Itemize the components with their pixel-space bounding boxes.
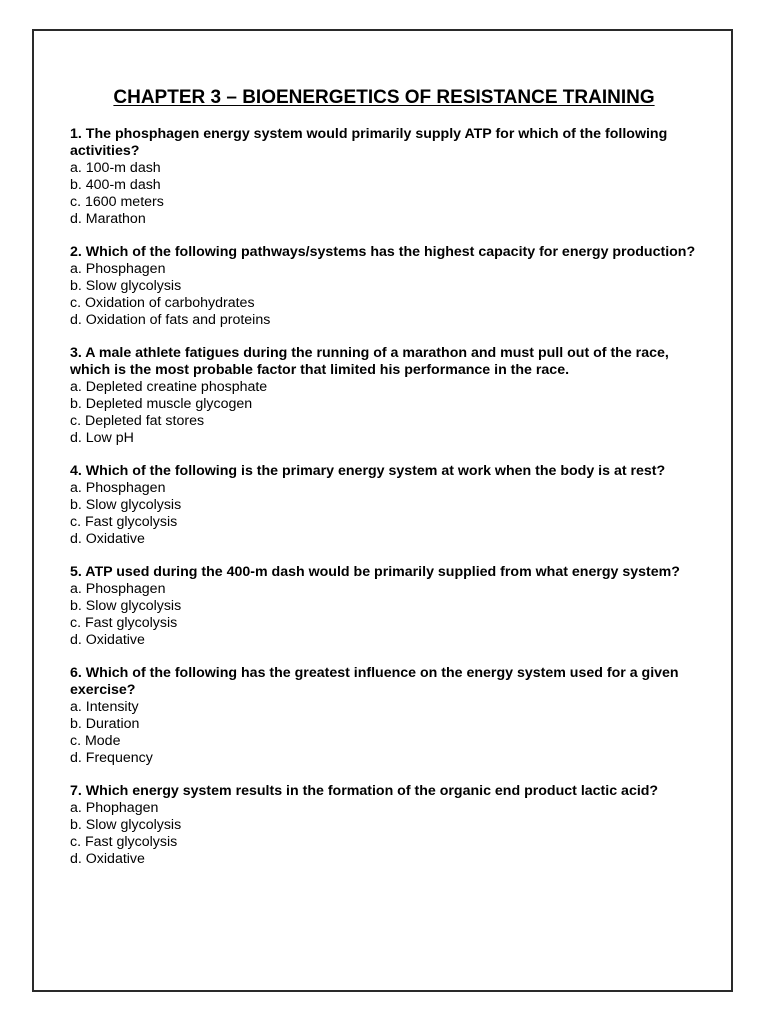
option-c: c. 1600 meters: [70, 194, 164, 210]
answer-options: [70, 160, 710, 228]
question-1: [70, 126, 710, 228]
question-text: 5. ATP used during the 400-m dash would be primarily supplied from what energy system?: [70, 564, 680, 580]
option-b: b. Slow glycolysis: [70, 497, 182, 513]
option-b: b. Slow glycolysis: [70, 278, 182, 294]
question-5: [70, 564, 710, 649]
question-text: 7. Which energy system results in the formation of the organic end product lactic acid?: [70, 783, 659, 799]
question-text: 6. Which of the following has the greatest influence on the energy system used for a given exercise?: [70, 665, 679, 698]
option-b: b. Duration: [70, 716, 140, 732]
option-c: c. Fast glycolysis: [70, 834, 178, 850]
answer-options: [70, 261, 710, 329]
option-a: a. Phosphagen: [70, 581, 166, 597]
option-a: a. Phosphagen: [70, 480, 166, 496]
option-d: d. Marathon: [70, 211, 146, 227]
question-text: 3. A male athlete fatigues during the running of a marathon and must pull out of the race, which is the most probable factor that limited his performance in the race.: [70, 345, 669, 378]
option-d: d. Frequency: [70, 750, 153, 766]
option-c: c. Mode: [70, 733, 121, 749]
question-3: [70, 345, 710, 447]
option-c: c. Oxidation of carbohydrates: [70, 295, 255, 311]
option-a: a. Phosphagen: [70, 261, 166, 277]
answer-options: [70, 480, 710, 548]
answer-options: [70, 581, 710, 649]
question-text: 4. Which of the following is the primary energy system at work when the body is at rest?: [70, 463, 666, 479]
option-b: b. Slow glycolysis: [70, 598, 182, 614]
answer-options: [70, 379, 710, 447]
page-title: CHAPTER 3 – BIOENERGETICS OF RESISTANCE TRAINING: [113, 87, 655, 108]
option-b: b. Depleted muscle glycogen: [70, 396, 253, 412]
option-c: c. Fast glycolysis: [70, 514, 178, 530]
option-a: a. Phophagen: [70, 800, 159, 816]
question-text: 2. Which of the following pathways/systems has the highest capacity for energy production?: [70, 244, 696, 260]
option-d: d. Oxidative: [70, 632, 145, 648]
option-b: b. Slow glycolysis: [70, 817, 182, 833]
option-d: d. Oxidative: [70, 851, 145, 867]
option-c: c. Fast glycolysis: [70, 615, 178, 631]
question-list: [70, 126, 710, 884]
question-2: [70, 244, 710, 329]
option-c: c. Depleted fat stores: [70, 413, 205, 429]
option-b: b. 400-m dash: [70, 177, 161, 193]
option-d: d. Oxidative: [70, 531, 145, 547]
answer-options: [70, 699, 710, 767]
option-a: a. Depleted creatine phosphate: [70, 379, 268, 395]
question-6: [70, 665, 710, 767]
answer-options: [70, 800, 710, 868]
option-a: a. Intensity: [70, 699, 139, 715]
option-d: d. Oxidation of fats and proteins: [70, 312, 271, 328]
question-4: [70, 463, 710, 548]
question-7: [70, 783, 710, 868]
question-text: 1. The phosphagen energy system would primarily supply ATP for which of the following activities?: [70, 126, 668, 159]
option-d: d. Low pH: [70, 430, 134, 446]
option-a: a. 100-m dash: [70, 160, 161, 176]
